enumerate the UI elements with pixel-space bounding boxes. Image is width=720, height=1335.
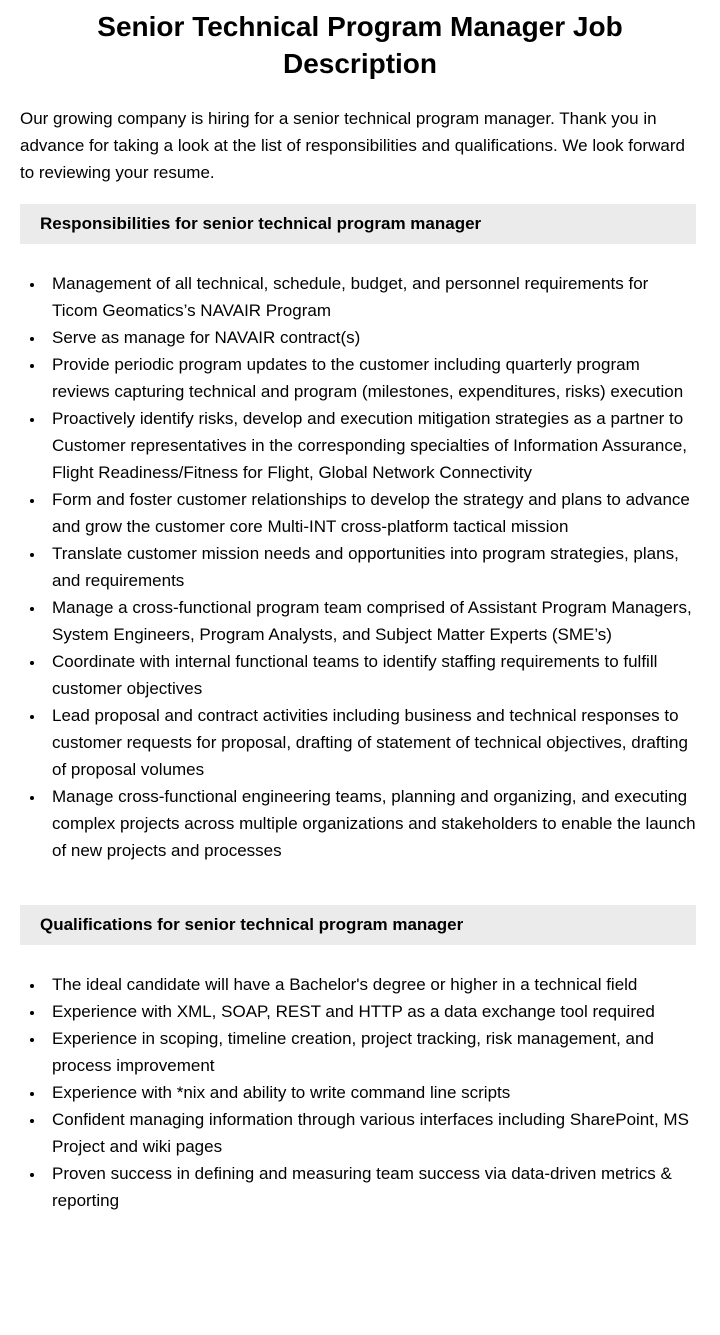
list-item: • Manage a cross-functional program team comprised of Assistant Program Managers, System Engineers, Program Analysts, and Subject Matter Experts (SME’s) — [45, 594, 696, 648]
list-item: • Proven success in defining and measuring team success via data-driven metrics & reporting — [45, 1160, 696, 1214]
qualifications-heading: Qualifications for senior technical program manager — [20, 905, 696, 945]
list-item: • Coordinate with internal functional teams to identify staffing requirements to fulfill customer objectives — [45, 648, 696, 702]
list-item: • The ideal candidate will have a Bachelor's degree or higher in a technical field — [45, 971, 696, 998]
list-item: • Translate customer mission needs and opportunities into program strategies, plans, and requirements — [45, 540, 696, 594]
intro-paragraph: Our growing company is hiring for a senior technical program manager. Thank you in advance for taking a look at the list of responsibilities and qualifications. We look forward to reviewing your resume. — [20, 109, 685, 182]
list-item: • Provide periodic program updates to the customer including quarterly program reviews capturing technical and program (milestones, expenditures, risks) execution — [45, 351, 696, 405]
qualifications-list — [20, 971, 696, 1214]
list-item: • Serve as manage for NAVAIR contract(s) — [45, 324, 696, 351]
list-item: • Manage cross-functional engineering teams, planning and organizing, and executing complex projects across multiple organizations and stakeholders to enable the launch of new projects and processes — [45, 783, 696, 864]
responsibilities-list — [20, 270, 696, 864]
list-item: • Experience with *nix and ability to write command line scripts — [45, 1079, 696, 1106]
list-item: • Experience with XML, SOAP, REST and HTTP as a data exchange tool required — [45, 998, 696, 1025]
page-title: Senior Technical Program Manager Job Description — [97, 11, 623, 79]
list-item: • Confident managing information through various interfaces including SharePoint, MS Project and wiki pages — [45, 1106, 696, 1160]
responsibilities-heading: Responsibilities for senior technical program manager — [20, 204, 696, 244]
list-item: • Lead proposal and contract activities including business and technical responses to customer requests for proposal, drafting of statement of technical objectives, drafting of proposal volumes — [45, 702, 696, 783]
section-divider-space — [0, 864, 720, 887]
list-item: • Proactively identify risks, develop and execution mitigation strategies as a partner to Customer representatives in the corresponding specialties of Information Assurance, Flight Readiness/Fitness for Flight, Global Network Connectivity — [45, 405, 696, 486]
list-item: • Experience in scoping, timeline creation, project tracking, risk management, and process improvement — [45, 1025, 696, 1079]
list-item: • Management of all technical, schedule, budget, and personnel requirements for Ticom Geomatics’s NAVAIR Program — [45, 270, 696, 324]
list-item: • Form and foster customer relationships to develop the strategy and plans to advance and grow the customer core Multi-INT cross-platform tactical mission — [45, 486, 696, 540]
